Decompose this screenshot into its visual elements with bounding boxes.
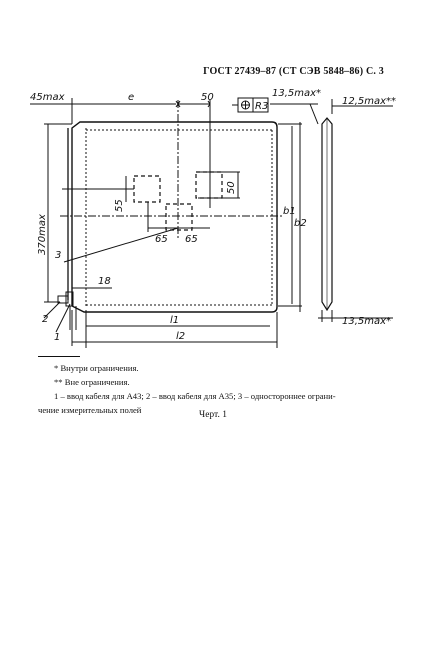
field-square-right	[196, 172, 222, 198]
label-13-5max-top: 13,5max*	[272, 88, 322, 99]
field-square-center	[166, 204, 192, 230]
label-l2: l2	[176, 331, 186, 342]
label-e: e	[128, 92, 135, 103]
figure-caption: Черт. 1	[199, 410, 227, 420]
label-2: 2	[42, 314, 49, 325]
label-3: 3	[55, 250, 62, 261]
label-b2: b2	[294, 218, 307, 229]
label-12-5max: 12,5max**	[342, 96, 397, 107]
label-l1: l1	[170, 315, 180, 326]
footnote-outside: ** Вне ограничения.	[54, 377, 130, 387]
label-45max: 45max	[30, 92, 65, 103]
label-18: 18	[98, 276, 111, 287]
label-1: 1	[54, 332, 61, 343]
legend-line: 1 – ввод кабеля для А43; 2 – ввод кабеля для А35; 3 – одностороннее ограни-	[54, 391, 336, 401]
label-65-b: 65	[185, 234, 198, 245]
label-r3: R3	[255, 101, 269, 112]
label-370max: 370max	[37, 214, 48, 255]
label-50-top: 50	[201, 92, 214, 103]
footnote-rule	[38, 356, 80, 357]
footnote-inside: * Внутри ограничения.	[54, 363, 139, 373]
field-square-left	[134, 176, 160, 202]
legend-line-continued: чение измерительных полей	[38, 405, 142, 415]
label-55: 55	[114, 199, 125, 212]
page-header: ГОСТ 27439–87 (СТ СЭВ 5848–86) С. 3	[203, 66, 384, 77]
label-50-side: 50	[226, 181, 237, 194]
label-b1: b1	[283, 206, 296, 217]
label-65-a: 65	[155, 234, 168, 245]
footnotes	[38, 356, 398, 417]
label-13-5max-bottom: 13,5max*	[342, 316, 392, 327]
